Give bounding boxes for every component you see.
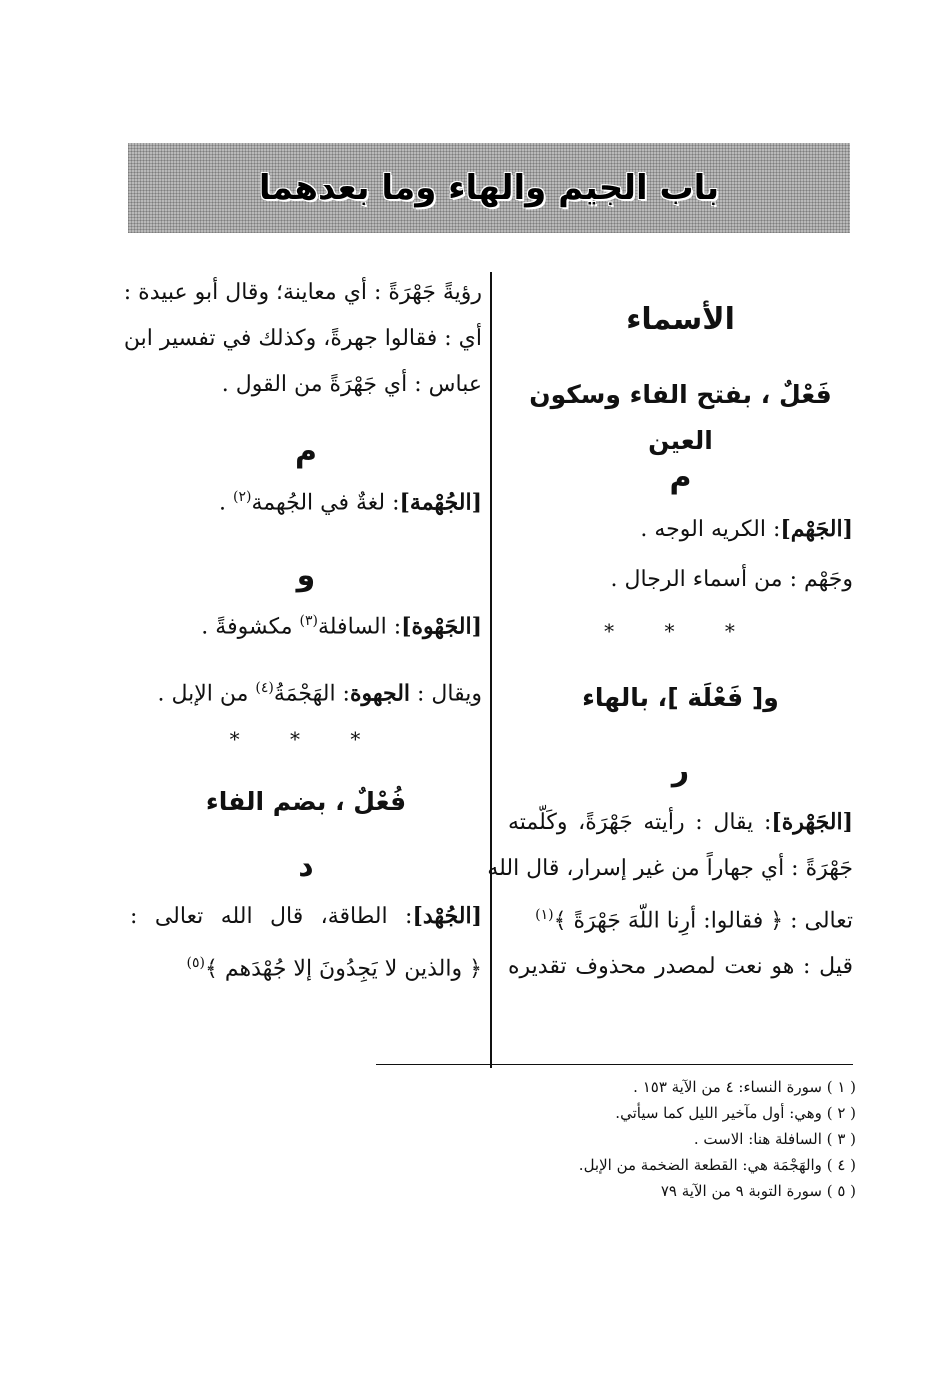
entry-line: رؤيةً جَهْرَةً : أي معاينة؛ وقال أبو عبيدة : xyxy=(123,280,482,305)
entry-prefix: ويقال : xyxy=(410,680,482,706)
footnote-rule xyxy=(376,1064,853,1065)
entry-definition: : الهَجْمَةُ xyxy=(273,680,350,706)
entry-end: . xyxy=(219,490,233,516)
dictionary-entry xyxy=(130,474,482,526)
section-separator: * * * xyxy=(229,726,383,751)
entry-line xyxy=(508,799,853,846)
section-title: الأسماء xyxy=(626,302,735,337)
chapter-banner xyxy=(128,143,850,233)
letter-heading: ر xyxy=(671,753,690,788)
chapter-title: باب الجيم والهاء وما بعدهما xyxy=(258,168,720,208)
footnote-item: ( ٤ ) والهَجْمَة هي: القطعة الضخمة من الإبل. xyxy=(578,1156,856,1174)
footnote-item: ( ٣ ) السافلة هنا: الاست . xyxy=(693,1130,856,1148)
footnote-ref: (١) xyxy=(535,907,554,923)
entry-definition: : الكريه الوجه . xyxy=(640,517,781,542)
pattern-heading xyxy=(508,675,853,721)
entry-term: الجهوة xyxy=(349,679,411,706)
entry-term: [الجُهْمة] xyxy=(399,489,482,516)
entry-definition: : السافلة xyxy=(317,614,402,640)
footnote-ref: (٥) xyxy=(186,954,205,971)
section-separator: * * * xyxy=(604,619,757,643)
pattern-heading: فَعْلٌ ، بفتح الفاء وسكون العين xyxy=(529,380,832,455)
entry-term: [الجَهْوة] xyxy=(401,613,482,640)
pattern-heading: فُعْلٌ ، بضم الفاء xyxy=(205,786,407,816)
letter-heading: م xyxy=(295,434,317,469)
pattern-suffix: ، بالهاء xyxy=(582,683,668,712)
entry-term: [الجَهْم] xyxy=(780,516,853,542)
dictionary-entry xyxy=(130,665,482,717)
entry-definition: : لغةٌ في الجُهمة xyxy=(251,490,400,516)
dictionary-entry: وجَهْم : من أسماء الرجال . xyxy=(610,567,853,592)
entry-end: من الإبل . xyxy=(157,680,256,706)
dictionary-entry xyxy=(130,893,482,940)
footnote-item: ( ٥ ) سورة التوبة ٩ من الآية ٧٩ xyxy=(660,1182,856,1200)
footnote-ref: (٣) xyxy=(299,613,318,630)
entry-term: [الجُهْد] xyxy=(412,902,482,929)
entry-line xyxy=(130,940,482,992)
left-column xyxy=(123,270,482,992)
entry-line: قيل : هو نعت لمصدر محذوف تقديره xyxy=(508,954,853,980)
entry-end: مكشوفةً . xyxy=(201,614,300,640)
entry-definition: : الطاقة، قال الله تعالى : xyxy=(130,903,413,929)
letter-heading: م xyxy=(669,460,692,495)
quran-quote: تعالى : ﴿ فقالوا: أرِنا اللّهَ جَهْرَةً ﴾ xyxy=(553,908,853,934)
entry-line: جَهْرَةً : أي جهاراً من غير إسرار، قال الله xyxy=(487,856,853,881)
footnote-item: ( ٢ ) وهي: أول مآخير الليل كما سيأتي. xyxy=(615,1104,856,1122)
entry-line: عباس : أي جَهْرَةً من القول . xyxy=(221,372,482,397)
dictionary-entry xyxy=(508,506,853,553)
column-divider xyxy=(490,272,492,1068)
letter-heading: و xyxy=(296,558,316,594)
entry-line xyxy=(508,892,853,944)
right-column xyxy=(487,270,853,990)
quran-quote: ﴿ والذين لا يَجِدُونَ إلا جُهْدَهم ﴾ xyxy=(205,956,482,982)
footnote-item: ( ١ ) سورة النساء: ٤ من الآية ١٥٣ . xyxy=(633,1078,856,1096)
footnotes xyxy=(376,1074,856,1204)
dictionary-entry xyxy=(130,598,482,650)
pattern-term: و[ فَعْلَة ] xyxy=(667,683,779,712)
entry-definition: : يقال : رأيته جَهْرَةً، وكَلّمته xyxy=(508,810,772,835)
entry-line: أي : فقالوا جهرةً، وكذلك في تفسير ابن xyxy=(123,326,482,351)
entry-term: [الجَهْرة] xyxy=(771,809,853,835)
footnote-ref: (٢) xyxy=(233,489,252,505)
letter-heading: د xyxy=(298,848,314,884)
footnote-ref: (٤) xyxy=(255,679,274,696)
